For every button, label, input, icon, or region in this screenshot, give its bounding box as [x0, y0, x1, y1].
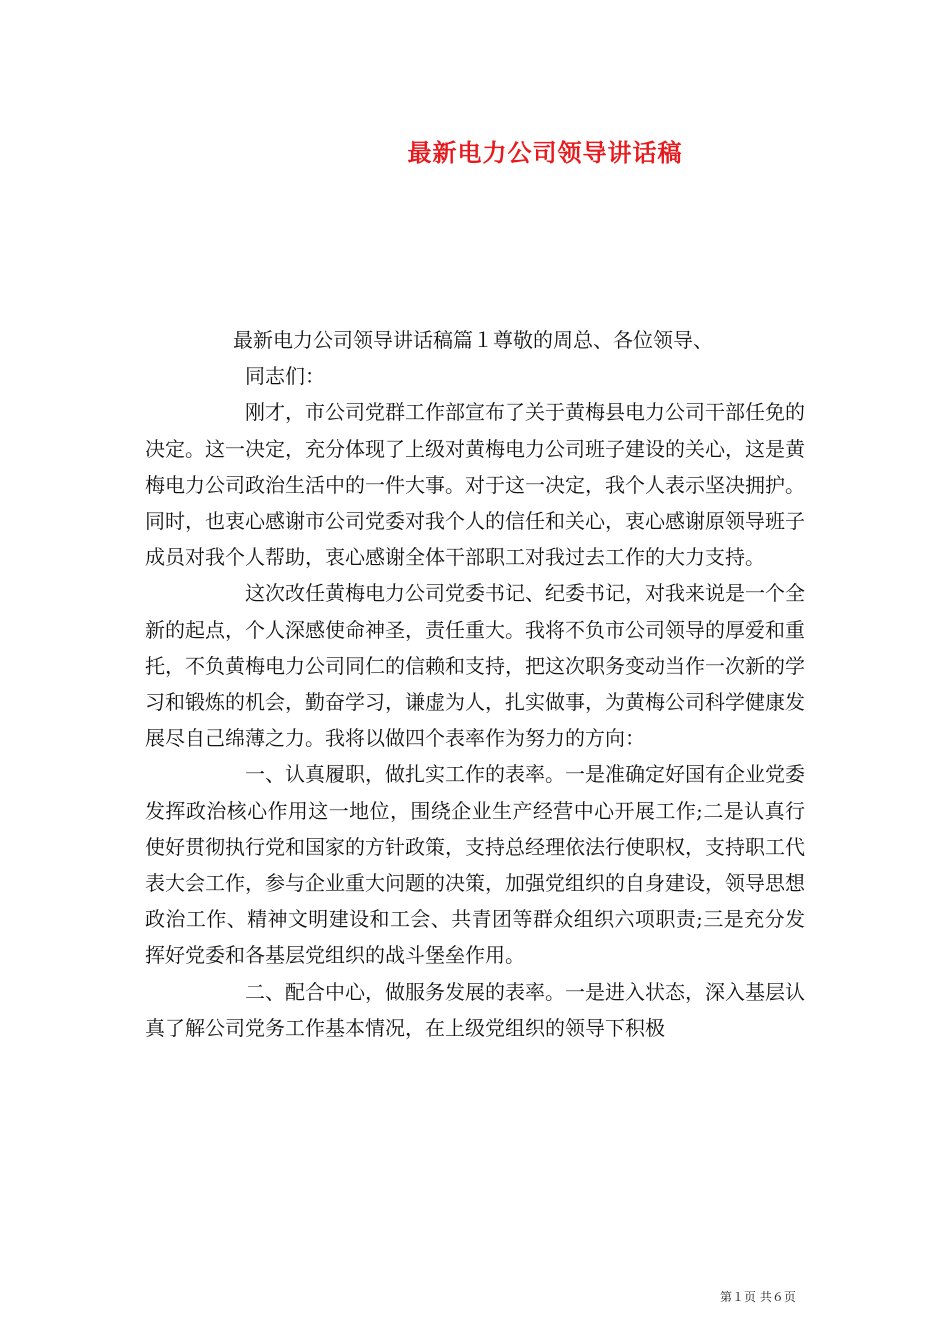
- page-number-footer: 第１页 共６页: [720, 1290, 796, 1304]
- document-body: [145, 322, 805, 1046]
- paragraph-4: 二、配合中心，做服务发展的表率。一是进入状态，深入基层认真了解公司党务工作基本情况，在上级党组织的领导下积极: [145, 979, 805, 1040]
- document-title: 最新电力公司领导讲话稿: [407, 138, 683, 167]
- paragraph-1: 刚才，市公司党群工作部宣布了关于黄梅县电力公司干部任免的决定。这一决定，充分体现了上级对黄梅电力公司班子建设的关心，这是黄梅电力公司政治生活中的一件大事。对于这一决定，我个人表示坚决拥护。同时，也衷心感谢市公司党委对我个人的信任和关心，衷心感谢原领导班子成员对我个人帮助，衷心感谢全体干部职工对我过去工作的大力支持。: [145, 400, 805, 570]
- paragraph-3: 一、认真履职，做扎实工作的表率。一是准确定好国有企业党委发挥政治核心作用这一地位，围绕企业生产经营中心开展工作;二是认真行使好贯彻执行党和国家的方针政策，支持总经理依法行使职权，支持职工代表大会工作，参与企业重大问题的决策，加强党组织的自身建设，领导思想政治工作、精神文明建设和工会、共青团等群众组织六项职责;三是充分发挥好党委和各基层党组织的战斗堡垒作用。: [145, 762, 805, 968]
- paragraph-2: 这次改任黄梅电力公司党委书记、纪委书记，对我来说是一个全新的起点，个人深感使命神圣，责任重大。我将不负市公司领导的厚爱和重托，不负黄梅电力公司同仁的信赖和支持，把这次职务变动当作一次新的学习和锻炼的机会，勤奋学习，谦虚为人，扎实做事，为黄梅公司科学健康发展尽自己绵薄之力。我将以做四个表率作为努力的方向：: [145, 581, 805, 751]
- intro-line: 最新电力公司领导讲话稿篇１尊敬的周总、各位领导、: [233, 328, 713, 352]
- salutation: 同志们：: [245, 364, 325, 389]
